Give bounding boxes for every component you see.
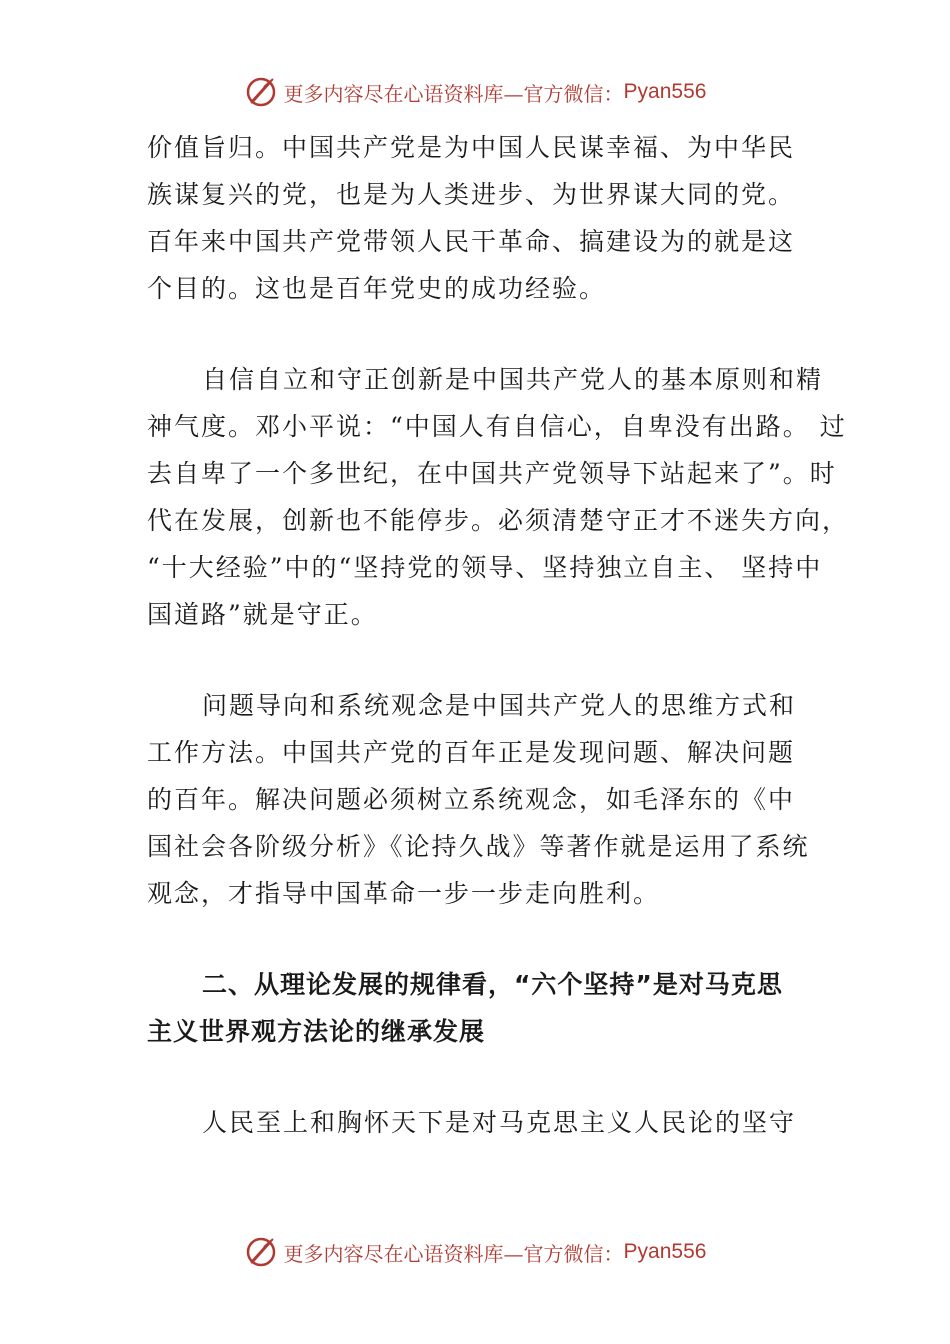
footer-banner-text: 更多内容尽在心语资料库—官方微信： <box>283 1241 624 1266</box>
paragraph-line: 人民至上和胸怀天下是对马克思主义人民论的坚守 <box>202 1108 797 1137</box>
paragraph-line: 族谋复兴的党，也是为人类进步、为世界谋大同的党。 <box>147 180 796 209</box>
paragraph-line: 去自卑了一个多世纪，在中国共产党领导下站起来了”。时 <box>147 459 837 488</box>
paragraph-1 <box>147 124 847 312</box>
footer-wechat-id: Pyan556 <box>623 1240 707 1263</box>
paragraph-line: “十大经验”中的“坚持党的领导、坚持独立自主、 坚持中 <box>147 553 823 582</box>
document-body <box>147 124 850 1146</box>
paragraph-line: 百年来中国共产党带领人民干革命、搞建设为的就是这 <box>147 227 796 256</box>
paragraph-line: 的百年。解决问题必须树立系统观念，如毛泽东的《中 <box>147 785 796 814</box>
paragraph-line: 神气度。邓小平说：“中国人有自信心，自卑没有出路。 过 <box>147 412 847 441</box>
paragraph-line: 自信自立和守正创新是中国共产党人的基本原则和精 <box>202 365 824 394</box>
header-banner <box>0 72 950 112</box>
paragraph-4 <box>147 1099 847 1146</box>
header-banner-text: 更多内容尽在心语资料库—官方微信： <box>283 81 624 106</box>
paragraph-line: 问题导向和系统观念是中国共产党人的思维方式和 <box>202 691 797 720</box>
footer-banner <box>0 1232 950 1272</box>
paragraph-line: 观念，才指导中国革命一步一步走向胜利。 <box>147 879 661 908</box>
header-wechat-id: Pyan556 <box>623 80 707 103</box>
paragraph-3 <box>147 682 847 917</box>
paragraph-line: 国道路”就是守正。 <box>147 600 378 629</box>
paragraph-line: 工作方法。中国共产党的百年正是发现问题、解决问题 <box>147 738 796 767</box>
heading-line: 二、从理论发展的规律看，“六个坚持”是对马克思 <box>202 970 783 999</box>
section-heading <box>147 961 847 1055</box>
paragraph-line: 国社会各阶级分析》《论持久战》等著作就是运用了系统 <box>147 832 810 861</box>
paragraph-2 <box>147 356 850 638</box>
heading-line: 主义世界观方法论的继承发展 <box>147 1017 486 1046</box>
brush-pen-logo-icon <box>244 75 278 109</box>
brush-pen-logo-icon <box>244 1235 278 1269</box>
paragraph-line: 代在发展，创新也不能停步。必须清楚守正才不迷失方向， <box>147 506 850 535</box>
paragraph-line: 价值旨归。中国共产党是为中国人民谋幸福、为中华民 <box>147 133 796 162</box>
paragraph-line: 个目的。这也是百年党史的成功经验。 <box>147 274 607 303</box>
